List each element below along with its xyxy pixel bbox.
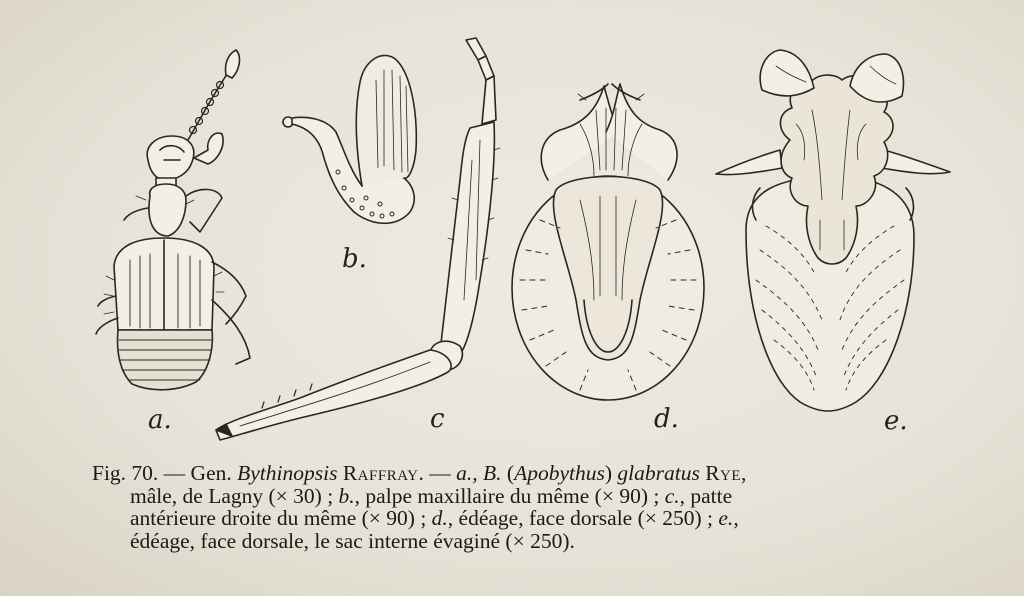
panel-ref-a: a., B.	[456, 461, 502, 485]
figure-caption	[92, 462, 992, 552]
panel-ref-c: c.	[664, 483, 680, 508]
panel-ref-b: b.	[338, 483, 355, 508]
caption-text: , patte	[679, 483, 733, 508]
panel-label-b: b.	[342, 244, 367, 274]
genus-name: Bythinopsis	[237, 461, 338, 485]
caption-text: , édéage, face dorsale (× 250) ;	[447, 506, 719, 530]
species-author: Rye	[705, 461, 742, 485]
caption-line-2	[92, 485, 992, 508]
caption-line-3	[92, 507, 992, 530]
panel-ref-d: d.	[431, 506, 448, 530]
caption-text: mâle, de Lagny (× 30) ;	[130, 483, 339, 508]
caption-line-1	[92, 462, 992, 485]
caption-text: (	[501, 461, 515, 485]
subgenus-name: Apobythus	[514, 461, 605, 485]
caption-text: ,	[733, 506, 739, 530]
genus-author: Raffray	[342, 461, 419, 485]
panel-label-a: a.	[148, 405, 172, 435]
aedeagus-everted-sac-drawing	[716, 50, 950, 411]
caption-text: )	[604, 461, 618, 485]
caption-text: . —	[418, 461, 457, 485]
caption-text: antérieure droite du même (× 90) ;	[130, 506, 432, 530]
panel-label-c: c	[430, 404, 445, 434]
aedeagus-dorsal-drawing	[512, 84, 704, 400]
maxillary-palp-drawing	[283, 55, 416, 223]
species-name: glabratus	[617, 461, 700, 485]
panel-ref-e: e.	[718, 506, 734, 530]
caption-text: ,	[741, 461, 747, 485]
panel-label-e: e.	[884, 406, 908, 436]
beetle-habitus-drawing	[96, 50, 250, 390]
caption-text: édéage, face dorsale, le sac interne évaginé (× 250).	[130, 528, 575, 553]
panel-label-d: d.	[654, 404, 679, 434]
caption-text: Fig. 70. — Gen.	[92, 461, 238, 485]
caption-text: , palpe maxillaire du même (× 90) ;	[354, 483, 665, 508]
caption-line-4	[92, 530, 992, 553]
